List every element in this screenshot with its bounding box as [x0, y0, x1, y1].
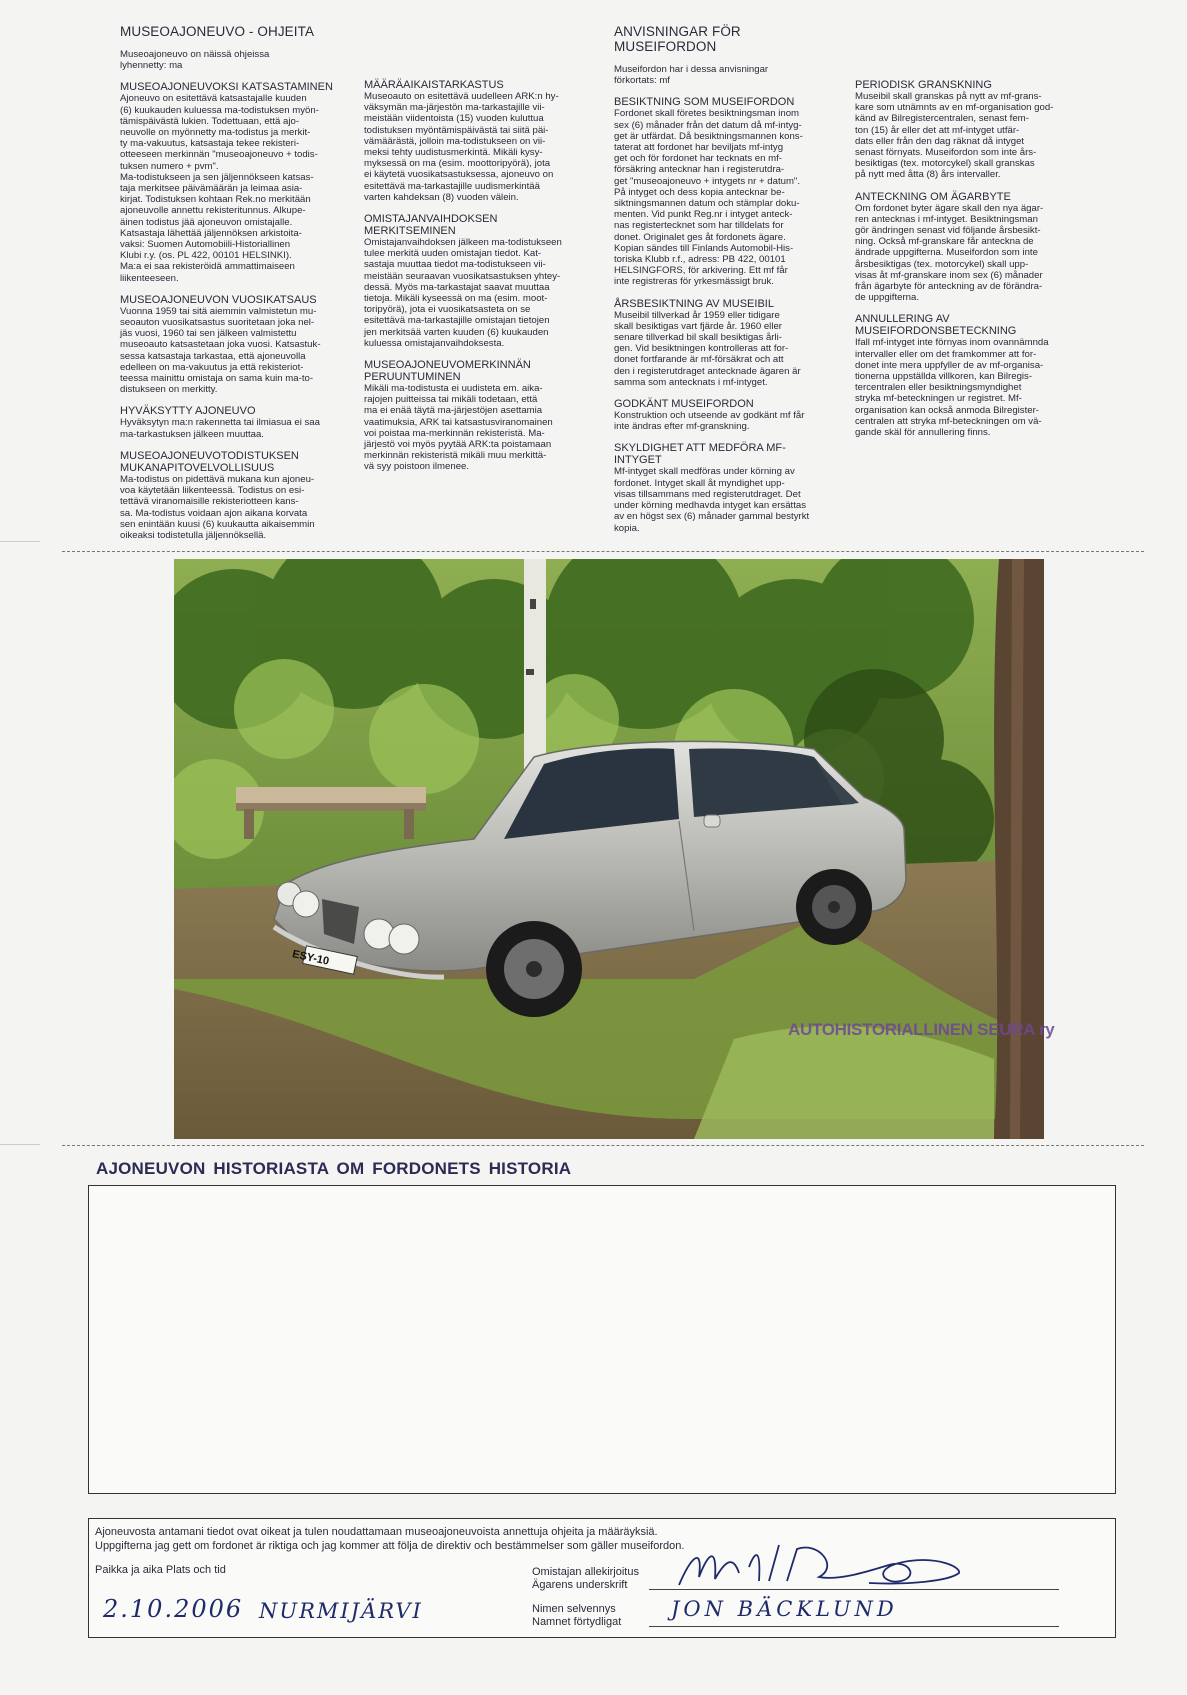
- section-heading: OMISTAJANVAIHDOKSEN MERKITSEMINEN: [364, 213, 498, 238]
- section-body: Mf-intyget skall medföras under körning av fordonet. Intyget skall åt myndighet upp- visas tillsammans med registerutdraget. Det under körning medhavda intyget kan ersättas av en högst sex (6) månader gammal bestyrkt kopia.: [614, 466, 810, 534]
- instruction-section: [364, 79, 579, 203]
- section-body: Museibil tillverkad år 1959 eller tidigare skall besiktigas vart fjärde år. 1960 eller senare tillverkad bil skall besiktigas årli- gen. Vid besiktningen kontrolleras att for- donet fortfarande är mf-försäkrat och att den i registerutdraget antecknade ägaren är samma som antecknats i mf-intyget.: [614, 309, 801, 388]
- history-textbox[interactable]: [88, 1185, 1116, 1494]
- section-body: Museoauto on esitettävä uudelleen ARK:n hy- väksymän ma-järjestön ma-tarkastajille vii- meistään viidentoista (15) vuoden kuluttua todistuksen myöntämispäivästä tai siitä päi- vämäärästä, jolloin ma-todistukseen on vii- meksi tehty uudistusmerkintä. Mikäli kysy- myksessä on ma (esim. moottoripyörä), jota ei käytetä vuosikatsastuksessa, ajoneuvo on esitettävä ma-tarkastajille uudismerkintää varten kahdeksan (8) vuoden välein.: [364, 91, 559, 203]
- instruction-section: [120, 450, 335, 541]
- section-body: Hyväksytyn ma:n rakennetta tai ilmiasua ei saa ma-tarkastuksen jälkeen muuttaa.: [120, 417, 320, 440]
- finnish-intro: Museoajoneuvo on näissä ohjeissa lyhennetty: ma: [120, 49, 270, 72]
- instruction-section: [614, 298, 829, 388]
- section-heading: BESIKTNING SOM MUSEIFORDON: [614, 96, 795, 109]
- section-heading: HYVÄKSYTTY AJONEUVO: [120, 405, 256, 418]
- cut-line-bottom: [62, 1145, 1144, 1146]
- instruction-section: [614, 442, 829, 533]
- section-heading: ANNULLERING AV MUSEIFORDONSBETECKNING: [855, 313, 1017, 338]
- fold-line: [0, 541, 40, 542]
- swedish-title: ANVISNINGAR FÖR MUSEIFORDON: [614, 24, 741, 54]
- declaration-box: [88, 1518, 1116, 1638]
- watermark-stamp: AUTOHISTORIALLINEN SEURA ry: [788, 1020, 1055, 1039]
- instruction-section: [364, 213, 579, 349]
- fold-line: [0, 1144, 40, 1145]
- instruction-section: [120, 294, 335, 396]
- instruction-section: [120, 81, 335, 283]
- section-heading: MÄÄRÄAIKAISTARKASTUS: [364, 79, 504, 91]
- instruction-section: [120, 405, 335, 439]
- signature-label-fi: Omistajan allekirjoitus: [532, 1566, 639, 1578]
- section-heading: PERIODISK GRANSKNING: [855, 79, 992, 91]
- section-heading: MUSEOAJONEUVOMERKINNÄN PERUUNTUMINEN: [364, 359, 531, 384]
- declaration-swedish: Uppgifterna jag gett om fordonet är riktiga och jag kommer att följa de direktiv och bestämmelser som gäller museifordon.: [95, 1539, 685, 1552]
- instruction-section: [855, 79, 1095, 181]
- swedish-column-right: [855, 79, 1095, 448]
- name-label-fi: Nimen selvennys: [532, 1603, 616, 1615]
- instruction-section: [855, 191, 1095, 304]
- section-heading: ANTECKNING OM ÄGARBYTE: [855, 190, 1011, 203]
- place-date-label: Paikka ja aika Plats och tid: [95, 1564, 226, 1576]
- section-heading: MUSEOAJONEUVON VUOSIKATSAUS: [120, 293, 317, 306]
- finnish-column-left: [120, 24, 335, 551]
- section-body: Vuonna 1959 tai sitä aiemmin valmistetun mu- seoauton vuosikatsastus suoritetaan joka nel- jäs vuosi, 1960 tai sen jälkeen valmistettu museoauto katsastetaan joka vuosi. Katsastuk- sessa katsastaja tarkastaa, että ajoneuvolla edelleen on ma-vakuutus ja että rekisteriot- teessa mainittu omistaja on sama kuin ma-to- distukseen on merkitty.: [120, 305, 321, 396]
- vehicle-photo: [174, 559, 1044, 1139]
- section-heading: SKYLDIGHET ATT MEDFÖRA MF-INTYGET: [614, 442, 786, 467]
- instruction-section: [364, 359, 579, 473]
- section-body: Ajoneuvo on esitettävä katsastajalle kuuden (6) kuukauden kuluessa ma-todistuksen myön- tämispäivästä lukien. Todettuaan, että ajo- neuvolle on myönnetty ma-todistus ja merkit- ty ma-vakuutus, katsastaja tekee rekisteri- otteeseen merkinnän "museoajoneuvo + todis- tuksen numero + pvm". Ma-todistukseen ja sen jäljennökseen katsas- taja merkitsee päivämäärän ja leimaa asia- kirjat. Todistuksen kohtaan Rek.no merkitään ajoneuvolle annettu rekisteritunnus. Alkupe- äinen todistus jää ajoneuvon omistajalle. Katsastaja lähettää jäljennöksen arkistoita- vaksi: Suomen Automobiili-Historiallinen Klubi r.y. (os. PL 422, 00101 HELSINKI). Ma:a ei saa rekisteröidä ammattimaiseen liikenteeseen.: [120, 93, 319, 284]
- name-label-sv: Namnet förtydligat: [532, 1616, 622, 1628]
- section-body: Ifall mf-intyget inte förnyas inom ovannämnda intervaller eller om det framkommer att for- donet inte mera uppfyller de av mf-organisa- tionerna uppställda villkoren, kan Bilregis- tercentralen eller besiktningsmyndighet stryka mf-beteckningen ur registret. Mf- organisation kan också anmoda Bilregister- centralen att stryka mf-beteckningen om vä- gande skäl för annullering finns.: [855, 337, 1049, 439]
- section-body: Konstruktion och utseende av godkänt mf får inte ändras efter mf-granskning.: [614, 410, 805, 433]
- cut-line-top: [62, 551, 1144, 552]
- owner-signature: [669, 1537, 969, 1595]
- section-heading: MUSEOAJONEUVOKSI KATSASTAMINEN: [120, 81, 333, 94]
- finnish-title: MUSEOAJONEUVO - OHJEITA: [120, 24, 315, 39]
- finnish-column-right: [364, 79, 579, 483]
- section-body: Ma-todistus on pidettävä mukana kun ajoneu- voa käytetään liikenteessä. Todistus on esi- tettävä viranomaisille rekisteriotteen kans- sa. Ma-todistus voidaan ajon aikana korvata sen enintään kuusi (6) kuukautta aikaisemmin oikeaksi todistetulla jäljennöksellä.: [120, 473, 315, 541]
- signature-label-sv: Ägarens underskrift: [532, 1579, 628, 1591]
- license-plate: ESY-10: [291, 948, 331, 968]
- section-heading: GODKÄNT MUSEIFORDON: [614, 398, 754, 411]
- swedish-column-left: [614, 24, 829, 544]
- history-title: AJONEUVON HISTORIASTA OM FORDONETS HISTORIA: [96, 1159, 572, 1178]
- instruction-section: [614, 398, 829, 432]
- declaration-finnish: Ajoneuvosta antamani tiedot ovat oikeat ja tulen noudattamaan museoajoneuvoista annettuja ohjeita ja määräyksiä.: [95, 1526, 658, 1538]
- declaration-text: [95, 1526, 684, 1553]
- section-body: Mikäli ma-todistusta ei uudisteta em. aika- rajojen puitteissa tai mikäli todetaan, että ma ei enää täytä ma-järjestöjen asettamia vaatimuksia, ARK tai katsastusviranomainen voi poistaa ma-merkinnän rekisteristä. Ma- järjestö voi myös pyytää ARK:ta poistamaan merkinnän rekisteristä mikäli muu merkittä- vä syy poistoon ilmenee.: [364, 383, 553, 473]
- swedish-intro: Museifordon har i dessa anvisningar förkortats: mf: [614, 64, 769, 87]
- section-body: Omistajanvaihdoksen jälkeen ma-todistukseen tulee merkitä uuden omistajan tiedot. Kat- sastaja muuttaa tiedot ma-todistukseen vii- meistään seuraavan vuosikatsastuksen yhtey- dessä. Myös ma-tarkastajat saavat muuttaa tietoja. Mikäli kyseessä on ma (esim. moot- toripyörä), jota ei vuosikatsasteta on se esitettävä ma-tarkastajille omistajan tietojen jen merkitsää varten kuuden (6) kuukauden kuluessa omistajanvaihdoksesta.: [364, 237, 562, 349]
- handwritten-place: NURMIJÄRVI: [259, 1599, 423, 1623]
- instruction-section: [855, 313, 1095, 438]
- section-body: Fordonet skall företes besiktningsman inom sex (6) månader från det datum då mf-intyg- get är utfärdat. Då besiktningsmannen kons- taterat att fordonet har beviljats mf-intyg get och för fordonet har tecknats en mf- försäkring antecknar han i registerutdra- get "museoajoneuvo + intygets nr + datum". På intyget och dess kopia antecknar be- siktningsmannen datum och stämplar doku- menten. Vid punkt Reg.nr i intyget anteck- nas registertecknet som har tilldelats for donet. Originalet ges åt fordonets ägare. Kopian sändes till Finlands Automobil-His- toriska Klubb r.f., adress: PB 422, 00101 HELSINGFORS, för arkivering. Ett mf får inte registreras för yrkesmässigt bruk.: [614, 108, 803, 288]
- instruction-section: [614, 96, 829, 287]
- section-body: Om fordonet byter ägare skall den nya ägar- ren antecknas i mf-intyget. Besiktningsman gör ändringen senast vid följande årsbesikt- ning. Också mf-granskare får anteckna de ändrade uppgifterna. Museifordon som inte årsbesiktigas (tex. motorcykel) skall upp- visas åt mf-granskare inom sex (6) månader från ägarbyte för anteckning av de förändra- de uppgifterna.: [855, 202, 1044, 304]
- section-body: Museibil skall granskas på nytt av mf-grans- kare som utnämnts av en mf-organisation god- känd av Bilregistercentralen, senast fem- ton (15) år eller det att mf-intyget utfär- dats eller från den dag räknat då intyget senast förnyats. Museifordon som inte års- besiktigas (tex. motorcykel) skall granskas på nytt med åtta (8) års intervaller.: [855, 91, 1054, 181]
- handwritten-date: 2.10.2006: [103, 1595, 244, 1623]
- handwritten-name: JON BÄCKLUND: [671, 1597, 898, 1621]
- section-heading: MUSEOAJONEUVOTODISTUKSEN MUKANAPITOVELVOLLISUUS: [120, 449, 299, 474]
- section-heading: ÅRSBESIKTNING AV MUSEIBIL: [614, 297, 774, 310]
- name-line: [649, 1626, 1059, 1627]
